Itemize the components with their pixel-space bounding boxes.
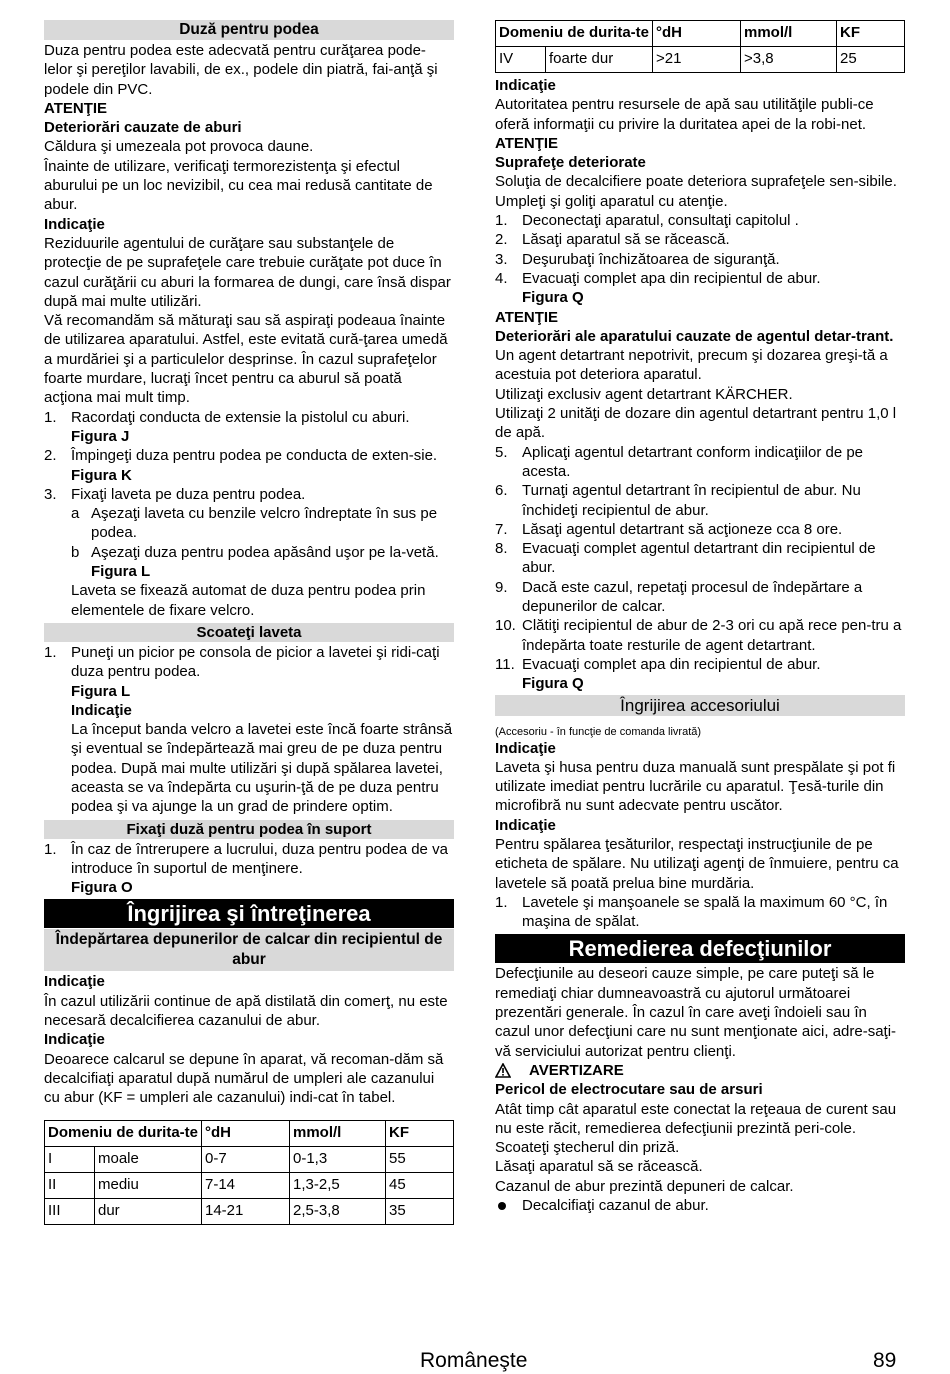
table-header: mmol/l [741, 21, 837, 47]
table-cell: 1,3-2,5 [290, 1172, 386, 1198]
attention-label: ATENŢIE [495, 134, 559, 152]
note-label: Indicaţie [495, 816, 556, 834]
table-cell: dur [95, 1198, 202, 1224]
list-item: 4. Evacuaţi complet apa din recipientul de abur. Figura Q [495, 269, 821, 307]
attention-title: Deteriorări ale aparatului cauzate de agentul detar-trant. [495, 327, 894, 345]
table-cell: moale [95, 1146, 202, 1172]
attention-text: Umpleţi şi goliţi aparatul cu atenţie. [495, 192, 728, 210]
table-cell: 25 [837, 47, 905, 73]
table-cell: 35 [386, 1198, 454, 1224]
figure-ref: Figura Q [522, 675, 584, 693]
list-item: 2. Împingeţi duza pentru podea pe conducta de exten-sie. Figura K [44, 447, 438, 484]
table-cell: foarte dur [546, 47, 653, 73]
table-cell: IV [496, 47, 546, 73]
table-cell: 55 [386, 1146, 454, 1172]
section-heading-descale: Îndepărtarea depunerilor de calcar din recipientul de abur [44, 929, 454, 971]
table-cell: 0-1,3 [290, 1146, 386, 1172]
list-item: 1. Racordaţi conducta de extensie la pistolul cu aburi. Figura J [44, 408, 410, 445]
footer-language: Româneşte [420, 1349, 528, 1372]
recommendation-text: Vă recomandăm să măturaţi sau să aspiraţi podeaua înainte de utilizarea aparatului. Astfel, este evitată cură-ţarea umedă a murdăriei şi a particulelor desprinse. În cazul suprafeţelor foarte murdare, lucraţi încet pentru ca aburul să poată acţiona mai mult timp. [44, 312, 448, 407]
attention-text: Utilizaţi 2 unităţi de dozare din agentul detartrant pentru 1,0 l de apă. [495, 405, 897, 442]
list-item: 1. Puneţi un picior pe consola de picior a lavetei şi ridi-caţi duza pentru podea. Figura L Indicaţie La început banda velcro a lavetei este încă foarte strânsă şi eventual se îndepărtează mai greu de pe duza pentru podea. După mai multe utilizări şi după spălarea lavetei, aceasta se va îndepărta cu uşurin-ţă de pe duza pentru podea şi va ajunge la un grad de prindere optim. [44, 643, 453, 816]
hardness-table [44, 1120, 454, 1225]
warning-text: Cazanul de abur prezintă depuneri de calcar. [495, 1177, 794, 1195]
warning-text: Lăsaţi aparatul să se răcească. [495, 1158, 703, 1176]
troubleshooting-intro: Defecţiunile au deseori cauze simple, pe care puteţi să le remediaţi chiar dumneavoastră cu ajutorul următoarei prezentări generale. În cazul în care aveţi îndoieli sau în cazul unor defecţiuni care nu sunt menţionate aici, adre-saţi-vă serviciului autorizat pentru clienţi. [495, 965, 897, 1060]
attention-text: Înainte de utilizare, verificaţi termorezistenţa şi efectul aburului pe un loc nevizibil, cu cea mai redusă cantitate de abur. [44, 157, 433, 214]
table-header: KF [837, 21, 905, 47]
warning-label: AVERTIZARE [529, 1061, 624, 1079]
table-cell: mediu [95, 1172, 202, 1198]
sub-list-item: a Aşezaţi laveta cu benzile velcro îndreptate în sus pe podea. [71, 505, 438, 542]
warning-title: Pericol de electrocutare sau de arsuri [495, 1081, 763, 1099]
accessory-note: (Accesoriu - în funcţie de comanda livrată) [495, 725, 702, 738]
figure-ref: Figura L [91, 563, 151, 581]
list-item: 10. Clătiţi recipientul de abur de 2-3 ori cu apă rece pen-tru a îndepărta toate resturile de agent detartrant. [495, 617, 902, 654]
table-header: °dH [202, 1120, 290, 1146]
list-item: 1. Deconectaţi aparatul, consultaţi capitolul . [495, 212, 799, 230]
descale-steps [495, 211, 905, 307]
section-heading-accessory: Îngrijirea accesoriului [495, 695, 905, 716]
warning-text: Scoateţi ştecherul din priză. [495, 1139, 680, 1157]
page-number: 89 [873, 1349, 897, 1372]
figure-ref: Figura K [71, 466, 132, 484]
table-header-row [496, 21, 905, 47]
attention-label: ATENŢIE [44, 99, 108, 117]
left-column [44, 20, 454, 1225]
table-header: °dH [653, 21, 741, 47]
chapter-heading-care: Îngrijirea şi întreţinerea [44, 899, 454, 928]
table-cell: 0-7 [202, 1146, 290, 1172]
sub-list-item: b Aşezaţi duza pentru podea apăsând uşor pe la-vetă. Figura L [71, 543, 439, 581]
note-text: Reziduurile agentului de curăţare sau substanţele de protecţie de pe suprafeţele care trebuie curăţate pot duce în cazul curăţării cu aburi la formarea de dungi, care însă dispar după mai multe utilizări. [44, 234, 451, 310]
table-header: Domeniu de durita-te [496, 21, 653, 47]
list-item: 3. Fixaţi laveta pe duza pentru podea. [44, 485, 306, 503]
list-item: 1. În caz de întrerupere a lucrului, duza pentru podea de va introduce în suportul de menţinere. Figura O [44, 840, 448, 897]
list-item: 2. Lăsaţi aparatul să se răcească. [495, 231, 730, 249]
note-text: Laveta şi husa pentru duza manuală sunt prespălate şi pot fi utilizate imediat pentru lucrările cu aparatul. Ţesă-turile din microfibră nu sunt adecvate pentru uscător. [495, 758, 896, 815]
table-row [45, 1198, 454, 1224]
table-row [496, 47, 905, 73]
list-item: 6. Turnaţi agentul detartrant în recipientul de abur. Nu închideţi recipientul de abur. [495, 482, 861, 519]
attention-text: Soluţia de decalcifiere poate deteriora suprafeţele sen-sibile. [495, 173, 897, 191]
section-heading-fix-support: Fixaţi duză pentru podea în suport [44, 820, 454, 839]
table-cell: 7-14 [202, 1172, 290, 1198]
table-cell: >21 [653, 47, 741, 73]
list-item: 5. Aplicaţi agentul detartrant conform indicaţiilor de pe acesta. [495, 443, 864, 480]
note-label: Indicaţie [44, 215, 105, 233]
figure-ref: Figura L [71, 682, 131, 700]
step-note: Laveta se fixează automat de duza pentru podea prin elementele de fixare velcro. [71, 582, 426, 619]
section-heading-floor-nozzle: Duză pentru podea [44, 20, 454, 40]
floor-nozzle-steps [44, 408, 454, 504]
note-label: Indicaţie [495, 739, 556, 757]
right-column [495, 20, 905, 1215]
warning-heading [495, 1061, 905, 1080]
hardness-table-continued [495, 20, 905, 73]
floor-nozzle-intro: Duza pentru podea este adecvată pentru curăţarea pode-lelor şi pereţilor lavabili, de ex., podele din piatră, fai-anţă şi podele din PVC. [44, 42, 438, 98]
table-cell: 45 [386, 1172, 454, 1198]
note-label: Indicaţie [44, 1031, 105, 1049]
figure-ref: Figura J [71, 427, 130, 445]
descale-steps-continued [495, 443, 905, 694]
attention-text: Utilizaţi exclusiv agent detartrant KÄRCHER. [495, 385, 793, 403]
bullet-dot-icon [498, 1202, 506, 1210]
table-row [45, 1172, 454, 1198]
section-heading-remove-cloth: Scoateţi laveta [44, 623, 454, 642]
attention-label: ATENŢIE [495, 308, 559, 326]
note-text: În cazul utilizării continue de apă distilată din comerţ, nu este necesară decalcifierea cazanului de abur. [44, 992, 448, 1030]
table-cell: >3,8 [741, 47, 837, 73]
list-item: 8. Evacuaţi complet agentul detartrant din recipientul de abur. [495, 540, 876, 577]
table-header: mmol/l [290, 1120, 386, 1146]
attention-title: Deteriorări cauzate de aburi [44, 119, 242, 137]
note-text: Autoritatea pentru resursele de apă sau utilităţile publi-ce oferă informaţii cu privire la duritatea apei de la robi-net. [495, 96, 874, 133]
warning-text: Atât timp cât aparatul este conectat la reţeaua de curent sau nu este răcit, remedierea defecţiunii prezintă peri-cole. [495, 1100, 897, 1137]
table-cell: 2,5-3,8 [290, 1198, 386, 1224]
table-cell: I [45, 1146, 95, 1172]
list-item: 3. Deşurubaţi închizătoarea de siguranţă. [495, 250, 780, 268]
attention-text: Un agent detartrant nepotrivit, precum şi dozarea greşi-tă a acestuia pot deteriora aparatul. [495, 347, 888, 384]
note-text: Deoarece calcarul se depune în aparat, vă recoman-dăm să decalcifiaţi aparatul după numărul de umpleri ale cazanului cu abur (KF = umpleri ale cazanului) indi-cat în tabel. [44, 1050, 444, 1107]
list-item: 1. Lavetele şi manşoanele se spală la maximum 60 °C, în maşina de spălat. [495, 893, 888, 931]
attention-title: Suprafeţe deteriorate [495, 154, 646, 172]
table-cell: 14-21 [202, 1198, 290, 1224]
note-label: Indicaţie [44, 973, 105, 991]
note-text: La început banda velcro a lavetei este încă foarte strânsă şi eventual se îndepărtează mai greu de pe duza pentru podea. După mai multe utilizări şi după spălarea lavetei, aceasta se va îndepărta cu uşurin-ţă de pe duza pentru podea şi va ajunge la un grad de prindere optim. [71, 721, 453, 816]
figure-ref: Figura Q [522, 289, 584, 307]
note-text: Pentru spălarea ţesăturilor, respectaţi instrucţiunile de pe eticheta de spălare. Nu utilizaţi agenţi de înmuiere, pentru ca lavetele să poată prelua bine murdăria. [495, 835, 899, 892]
warning-triangle-icon [495, 1063, 511, 1078]
table-cell: II [45, 1172, 95, 1198]
note-label: Indicaţie [495, 77, 556, 94]
table-header: KF [386, 1120, 454, 1146]
table-row [45, 1146, 454, 1172]
table-header-row [45, 1120, 454, 1146]
list-item: 11. Evacuaţi complet apa din recipientul de abur. Figura Q [495, 655, 821, 693]
chapter-heading-troubleshooting: Remedierea defecţiunilor [495, 934, 905, 963]
table-header: Domeniu de durita-te [45, 1120, 202, 1146]
attention-text: Căldura şi umezeala pot provoca daune. [44, 138, 314, 156]
figure-ref: Figura O [71, 879, 133, 897]
bullet-item: Decalcifiaţi cazanul de abur. [495, 1196, 905, 1215]
list-item: 9. Dacă este cazul, repetaţi procesul de îndepărtare a depunerilor de calcar. [495, 578, 863, 616]
note-label: Indicaţie [71, 701, 132, 719]
table-cell: III [45, 1198, 95, 1224]
list-item: 7. Lăsaţi agentul detartrant să acţioneze cca 8 ore. [495, 520, 843, 538]
